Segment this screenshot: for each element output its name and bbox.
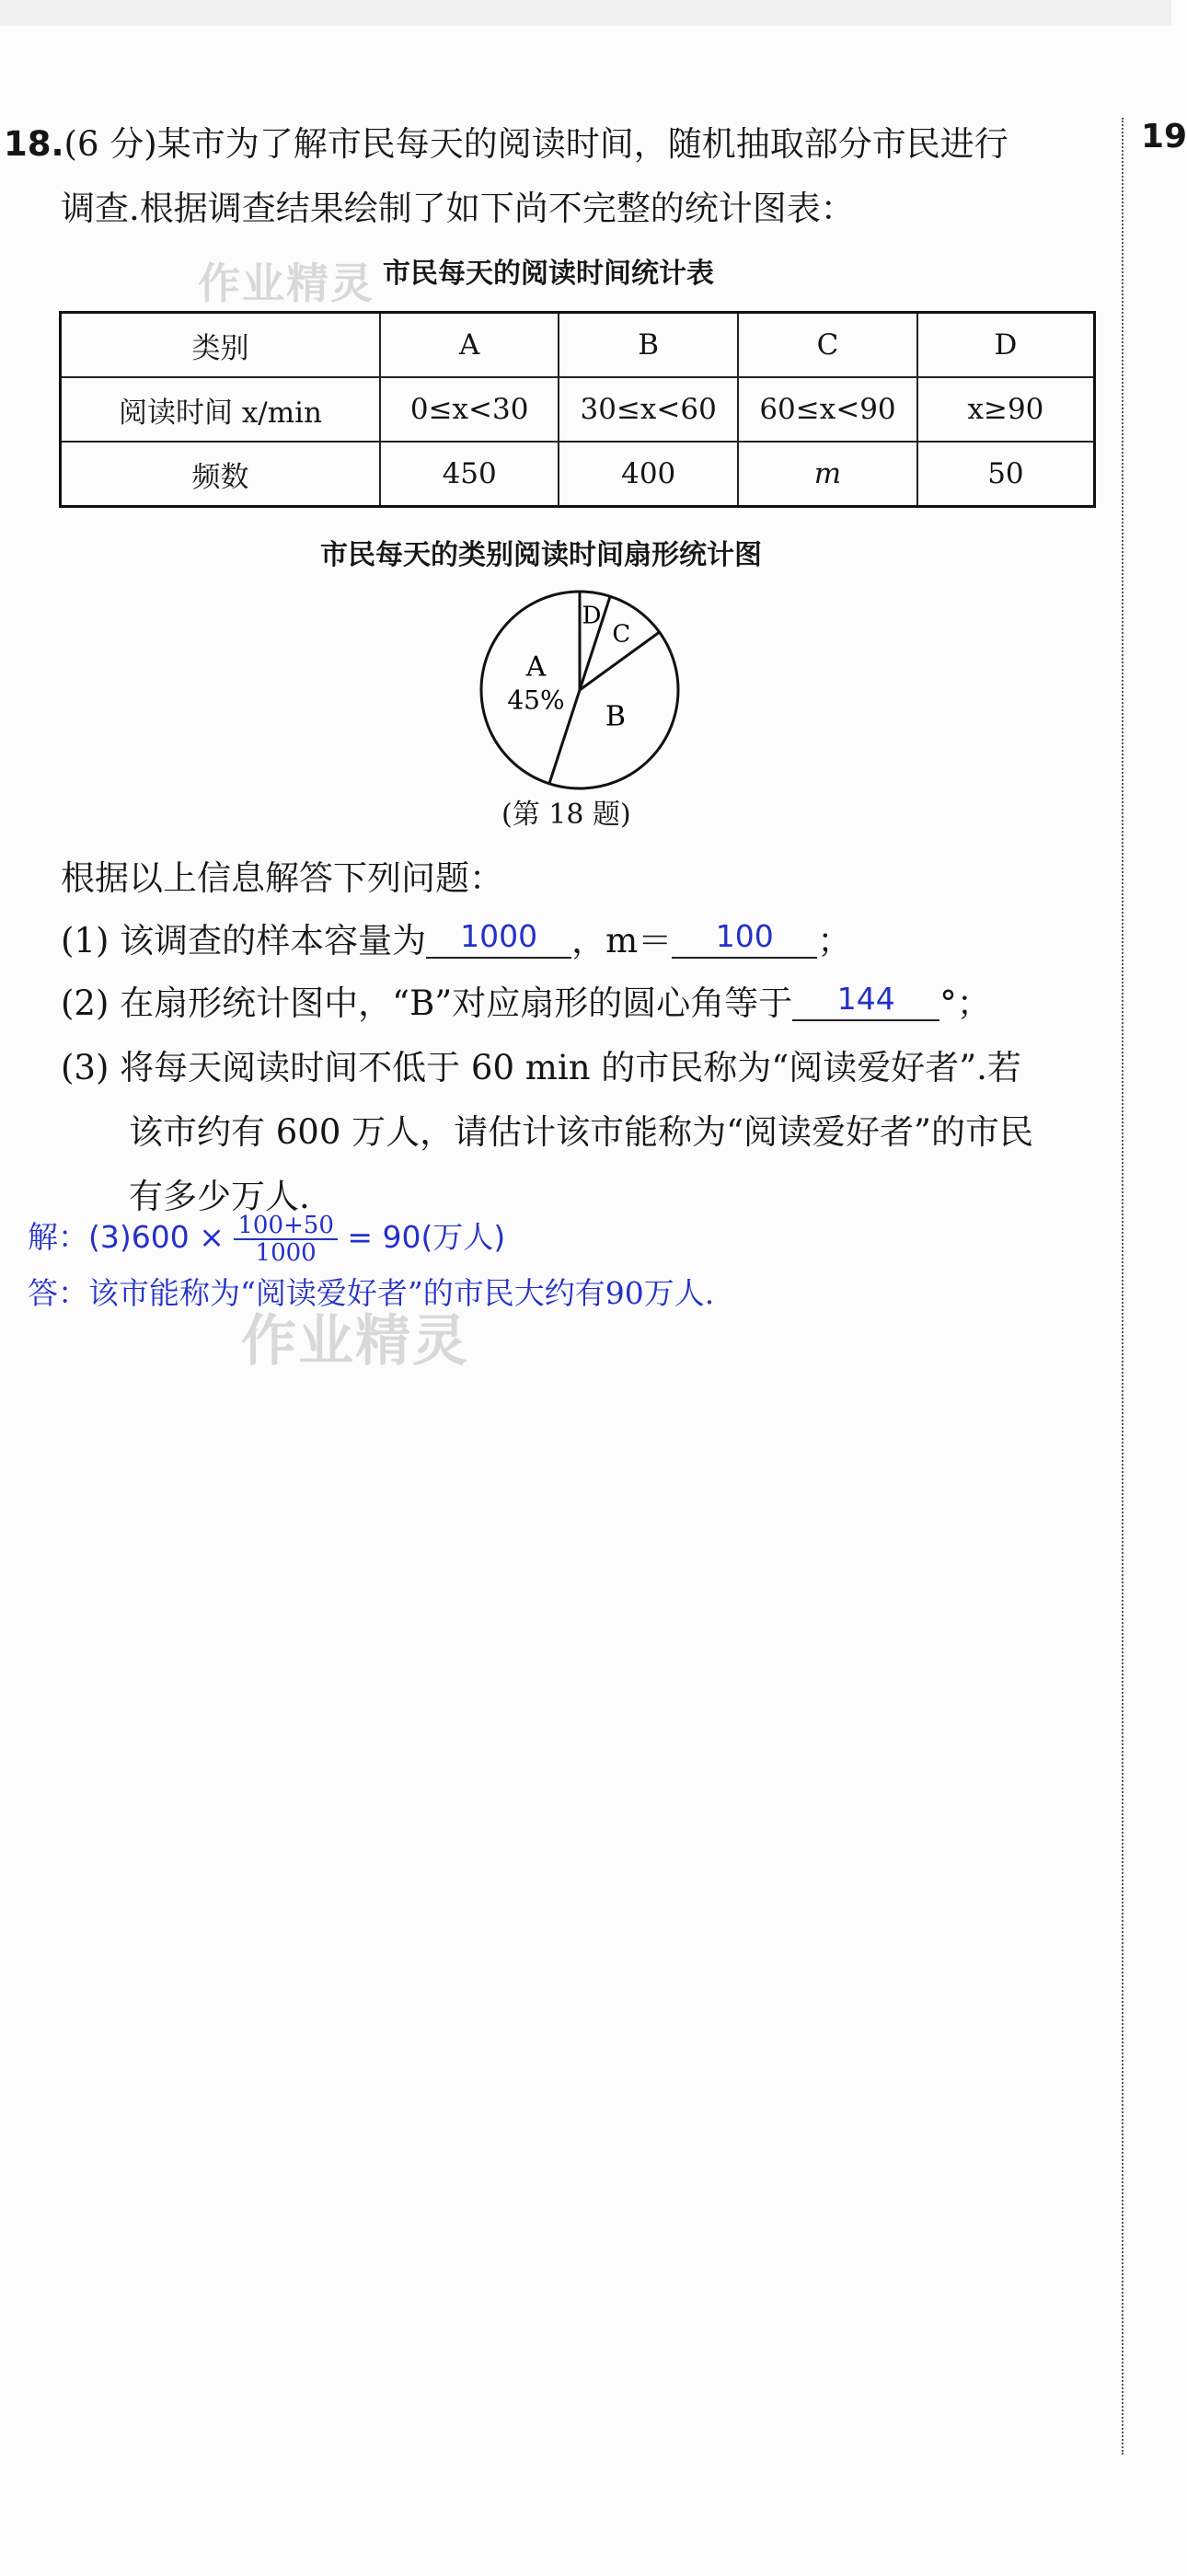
answer-2: 100: [715, 918, 774, 954]
statistics-table: [59, 311, 1096, 508]
table-cell: 60≤x<90: [738, 377, 917, 442]
subquestion-1: [61, 918, 851, 964]
column-divider: [1122, 118, 1124, 2455]
answer-blank-2: [672, 918, 817, 959]
table-cell: m: [738, 442, 917, 507]
subquestion-3-line-1: (3) 将每天阅读时间不低于 60 min 的市民称为“阅读爱好者”.若: [61, 1048, 1021, 1087]
table-cell: 类别: [61, 313, 381, 378]
table-cell: 阅读时间 x/min: [61, 377, 381, 442]
subquestion-3-line-2: 该市约有 600 万人，请估计该市能称为“阅读爱好者”的市民: [129, 1112, 1033, 1152]
table-title: 市民每天的阅读时间统计表: [383, 258, 714, 290]
answer-statement: 答：该市能称为“阅读爱好者”的市民大约有90万人.: [28, 1275, 715, 1311]
table-cell: 450: [380, 442, 559, 507]
q2-text: (2) 在扇形统计图中，“B”对应扇形的圆心角等于: [61, 983, 793, 1023]
q1-suffix: ；: [817, 921, 852, 960]
table-row: [61, 313, 1095, 378]
question-line-2: 调查.根据调查结果绘制了如下尚不完整的统计图表：: [61, 189, 855, 228]
pie-percent-A: 45%: [507, 684, 565, 716]
question-line-1: [4, 121, 1008, 167]
q1-mid: ，m＝: [571, 921, 673, 960]
question-number: 18.: [4, 124, 64, 164]
prompt: 根据以上信息解答下列问题：: [61, 858, 503, 898]
table-cell: 30≤x<60: [559, 377, 738, 442]
chart-title: 市民每天的类别阅读时间扇形统计图: [320, 539, 762, 571]
solution-result: = 90(万人): [347, 1219, 506, 1255]
top-band: [0, 0, 1171, 26]
solution-lead: (3)600 ×: [88, 1219, 225, 1255]
answer-1: 1000: [460, 918, 538, 954]
subquestion-3-line-3: 有多少万人.: [129, 1177, 310, 1216]
fraction-denominator: 1000: [255, 1239, 317, 1267]
solution-label: 解：: [28, 1219, 88, 1255]
fraction-numerator: 100+50: [234, 1213, 338, 1240]
next-question-number: 19: [1141, 118, 1187, 155]
q1-text: (1) 该调查的样本容量为: [61, 921, 427, 960]
pie-label-D: D: [582, 602, 602, 630]
fraction: [234, 1213, 338, 1266]
pie-label-A: A: [525, 650, 547, 684]
answer-blank-1: [426, 918, 571, 959]
table-cell: C: [738, 313, 917, 378]
table-cell: 50: [917, 442, 1095, 507]
table-cell: B: [559, 313, 738, 378]
table-row: [61, 377, 1095, 442]
table-cell: x≥90: [917, 377, 1095, 442]
figure-caption: (第 18 题): [501, 799, 631, 831]
watermark-large: 作业精灵: [241, 1309, 469, 1374]
pie-chart: [460, 580, 699, 800]
table-cell: D: [917, 313, 1095, 378]
table-cell: 0≤x<30: [380, 377, 559, 442]
answer-blank-3: [792, 981, 939, 1021]
table-cell: A: [380, 313, 559, 378]
subquestion-2: [61, 981, 991, 1027]
pie-group: [481, 592, 678, 788]
answer-3: 144: [836, 981, 895, 1017]
pie-label-B: B: [605, 700, 626, 733]
watermark: 作业精灵: [198, 259, 375, 308]
question-text-1: (6 分)某市为了解市民每天的阅读时间，随机抽取部分市民进行: [63, 124, 1008, 164]
table-row: [61, 442, 1095, 507]
q2-suffix: °；: [939, 983, 991, 1023]
table-cell: 频数: [61, 442, 381, 507]
table-cell: 400: [559, 442, 738, 507]
pie-label-C: C: [612, 620, 631, 649]
solution-line: [28, 1213, 505, 1266]
